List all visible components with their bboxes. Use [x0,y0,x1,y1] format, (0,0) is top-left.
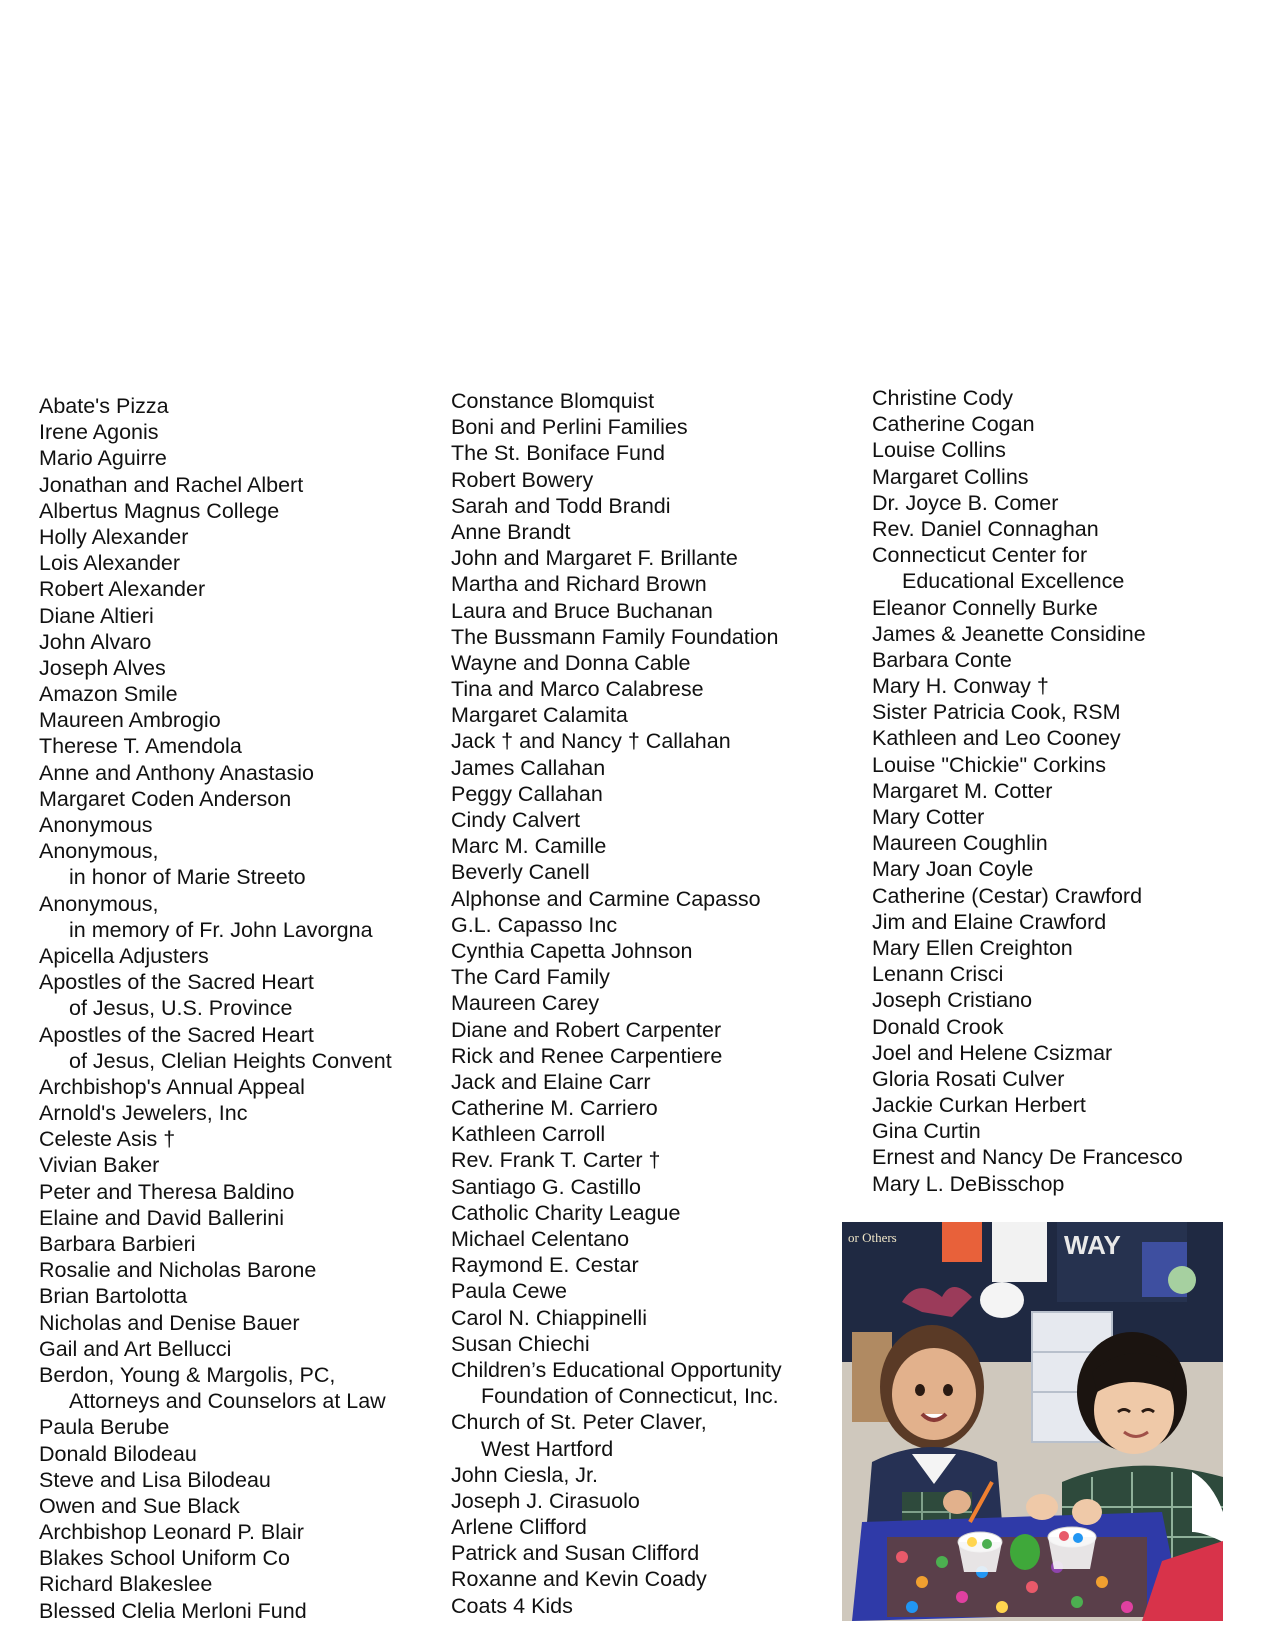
donor-entry: Sister Patricia Cook, RSM [872,700,1121,725]
donor-entry: Margaret M. Cotter [872,778,1053,803]
donor-entry-continuation: West Hartford [481,1436,614,1461]
donor-entry: Donald Crook [872,1014,1004,1039]
donor-entry: Tina and Marco Calabrese [451,677,704,702]
donor-entry: Beverly Canell [451,860,590,885]
donor-entry: Anne Brandt [451,519,571,544]
donor-entry: Catherine (Cestar) Crawford [872,883,1143,908]
donor-entry: Louise Collins [872,438,1006,463]
donor-entry: Arnold's Jewelers, Inc [39,1101,248,1126]
donor-column-1 [39,393,392,1624]
donor-entry: Wayne and Donna Cable [451,650,691,675]
donor-entry: The St. Boniface Fund [451,441,665,466]
donor-entry: Archbishop's Annual Appeal [39,1074,305,1099]
donor-entry: Mario Aguirre [39,446,167,471]
donor-entry: Joseph Alves [39,655,166,680]
donor-entry: Laura and Bruce Buchanan [451,598,713,623]
donor-entry: Catherine M. Carriero [451,1096,658,1121]
donor-entry-continuation: of Jesus, Clelian Heights Convent [69,1048,392,1073]
donor-entry: Blakes School Uniform Co [39,1546,290,1571]
donor-entry: Elaine and David Ballerini [39,1205,285,1230]
donor-entry: Gloria Rosati Culver [872,1066,1065,1091]
donor-entry: Maureen Ambrogio [39,708,221,733]
donor-entry: Margaret Collins [872,464,1029,489]
donor-entry: The Card Family [451,965,610,990]
donor-entry: Mary Ellen Creighton [872,935,1073,960]
donor-entry: Irene Agonis [39,420,159,445]
donor-entry: Catherine Cogan [872,412,1035,437]
donor-entry-continuation: Foundation of Connecticut, Inc. [481,1384,779,1409]
donor-entry: Gina Curtin [872,1119,981,1144]
donor-entry: Richard Blakeslee [39,1572,213,1597]
donor-entry: Jack and Elaine Carr [451,1069,651,1094]
donor-entry: Nicholas and Denise Bauer [39,1310,300,1335]
donor-entry: Constance Blomquist [451,389,655,413]
donor-entry-continuation: in memory of Fr. John Lavorgna [69,917,373,942]
donor-entry: Anne and Anthony Anastasio [39,760,314,785]
donor-entry: Cindy Calvert [451,808,581,832]
donor-entry: Jackie Curkan Herbert [872,1093,1086,1118]
donor-entry: Boni and Perlini Families [451,415,688,440]
donor-entry: Martha and Richard Brown [451,572,707,597]
donor-entry: Berdon, Young & Margolis, PC, [39,1362,336,1387]
donor-entry: Maureen Coughlin [872,831,1048,856]
donor-entry: Ernest and Nancy De Francesco [872,1145,1183,1170]
donor-entry-continuation: of Jesus, U.S. Province [69,996,293,1021]
donor-entry: Connecticut Center for [872,543,1088,568]
donor-entry: Diane Altieri [39,603,154,628]
donor-entry: G.L. Capasso Inc [451,912,618,937]
donor-entry: Rosalie and Nicholas Barone [39,1258,317,1283]
donor-entry: Robert Bowery [451,467,594,492]
donor-entry: Sarah and Todd Brandi [451,493,671,518]
donor-entry: Kathleen and Leo Cooney [872,726,1121,751]
donor-entry: Apostles of the Sacred Heart [39,1022,314,1047]
donor-entry: Christine Cody [872,386,1013,410]
donor-entry: Apicella Adjusters [39,943,209,968]
donor-entry: Owen and Sue Black [39,1493,240,1518]
donor-entry: Raymond E. Cestar [451,1253,639,1278]
donor-entry-continuation: Attorneys and Counselors at Law [69,1389,386,1414]
donor-entry: Peggy Callahan [451,781,603,806]
donor-entry: Dr. Joyce B. Comer [872,490,1059,515]
donor-entry: Anonymous, [39,891,159,916]
donor-entry: Carol N. Chiappinelli [451,1305,647,1330]
donor-entry: Rick and Renee Carpentiere [451,1043,723,1068]
wall-sign-right: WAY [1064,1230,1121,1260]
donor-entry: Eleanor Connelly Burke [872,595,1098,620]
donor-entry: Kathleen Carroll [451,1122,606,1147]
donor-entry: Barbara Barbieri [39,1232,196,1256]
donor-entry: Coats 4 Kids [451,1593,573,1618]
donor-entry: Rev. Frank T. Carter † [451,1148,661,1173]
donor-entry: Lois Alexander [39,551,181,576]
donor-entry: Maureen Carey [451,991,600,1016]
donor-entry: Church of St. Peter Claver, [451,1410,707,1435]
donor-entry: Robert Alexander [39,577,206,602]
donor-entry: Diane and Robert Carpenter [451,1017,722,1042]
donor-entry: Vivian Baker [39,1153,160,1178]
donor-entry: Mary H. Conway † [872,674,1049,699]
donor-entry: Joseph J. Cirasuolo [451,1488,640,1513]
donor-entry: Paula Berube [39,1415,170,1440]
donor-entry: John and Margaret F. Brillante [451,546,738,571]
donor-entry: Rev. Daniel Connaghan [872,516,1099,541]
donor-entry: James & Jeanette Considine [872,621,1146,646]
donor-entry: Cynthia Capetta Johnson [451,938,693,963]
donor-entry: Mary Joan Coyle [872,857,1034,882]
donor-entry: Anonymous [39,813,153,837]
donor-entry: Mary L. DeBisschop [872,1171,1065,1196]
donor-entry: Susan Chiechi [451,1331,590,1356]
donor-entry: Barbara Conte [872,647,1012,672]
donor-entry: Margaret Calamita [451,703,628,728]
donor-entry: Paula Cewe [451,1279,567,1304]
donor-entry: John Alvaro [39,629,152,654]
donor-entry: Santiago G. Castillo [451,1174,642,1199]
donor-entry-continuation: Educational Excellence [902,569,1125,594]
donor-entry: Arlene Clifford [451,1515,587,1540]
donor-entry: Margaret Coden Anderson [39,786,292,811]
donor-entry: Anonymous, [39,839,159,864]
donor-entry: Brian Bartolotta [39,1284,188,1309]
donor-entry: John Ciesla, Jr. [451,1462,598,1487]
donor-entry: Roxanne and Kevin Coady [451,1567,707,1592]
donor-entry: Mary Cotter [872,805,985,829]
donor-entry: Joel and Helene Csizmar [872,1040,1113,1065]
donor-entry: Patrick and Susan Clifford [451,1541,700,1566]
donor-entry: Therese T. Amendola [39,734,242,759]
donor-entry: Abate's Pizza [39,394,169,418]
donor-entry: Alphonse and Carmine Capasso [451,886,761,911]
donor-entry: Celeste Asis † [39,1127,176,1152]
donor-entry: Peter and Theresa Baldino [39,1179,295,1204]
donor-entry: Jonathan and Rachel Albert [39,472,304,497]
donor-column-2 [451,388,782,1619]
donor-entry: Donald Bilodeau [39,1441,197,1466]
donor-entry: Catholic Charity League [451,1200,681,1225]
donor-entry: Louise "Chickie" Corkins [872,752,1106,777]
donor-entry: Lenann Crisci [872,962,1004,987]
donor-entry: James Callahan [451,755,606,780]
donor-entry: Michael Celentano [451,1227,630,1251]
donor-entry: Holly Alexander [39,524,189,549]
donor-entry-continuation: in honor of Marie Streeto [69,865,306,890]
donor-entry: Joseph Cristiano [872,988,1033,1013]
donor-entry: Albertus Magnus College [39,498,280,523]
donor-entry: Steve and Lisa Bilodeau [39,1467,271,1492]
donor-entry: Archbishop Leonard P. Blair [39,1520,304,1545]
donor-entry: The Bussmann Family Foundation [451,624,779,649]
donor-entry: Amazon Smile [39,682,178,707]
donor-entry: Blessed Clelia Merloni Fund [39,1598,307,1623]
donor-entry: Children’s Educational Opportunity [451,1357,782,1382]
wall-sign-left: or Others [848,1230,897,1245]
donor-column-3 [872,385,1183,1197]
classroom-photo [842,1222,1223,1621]
donor-entry: Apostles of the Sacred Heart [39,970,314,995]
donor-entry: Jack † and Nancy † Callahan [451,729,731,754]
donor-entry: Jim and Elaine Crawford [872,909,1107,934]
donor-entry: Gail and Art Bellucci [39,1336,232,1361]
donor-entry: Marc M. Camille [451,834,607,859]
